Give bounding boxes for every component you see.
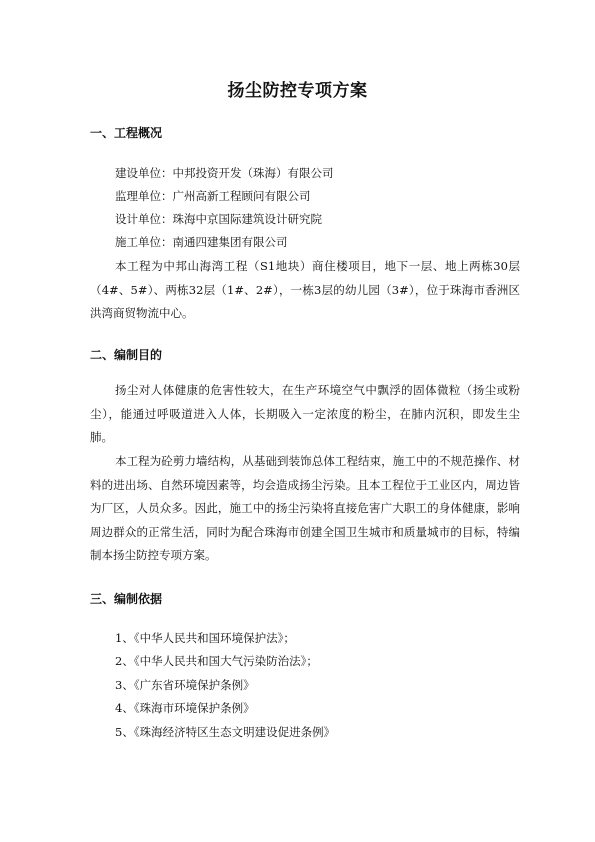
- basis-item-5: 5、《珠海经济特区生态文明建设促进条例》: [115, 725, 336, 739]
- basis-item-2: 2、《中华人民共和国大气污染防治法》；: [115, 654, 318, 668]
- section-heading-purpose: 二、编制目的: [90, 348, 163, 362]
- section-heading-basis: 三、编制依据: [90, 592, 163, 606]
- purpose-paragraph-2: 本工程为砼剪力墙结构，从基础到装饰总体工程结束，施工中的不规范操作、材料的进出场、自然环境因素等，均会造成扬尘污染。且本工程位于工业区内，周边皆为厂区，人员众多。因此，施工中的扬尘污染将直接危害广大职工的身体健康，影响周边群众的正常生活，同时为配合珠海市创建全国卫生城市和质量城市的目标，特编制本扬尘防控专项方案。: [90, 454, 520, 562]
- purpose-paragraph-1: 扬尘对人体健康的危害性较大，在生产环境空气中飘浮的固体微粒（扬尘或粉尘），能通过呼吸道进入人体，长期吸入一定浓度的粉尘，在肺内沉积，即发生尘肺。: [90, 383, 520, 444]
- info-line-design-unit: 设计单位：珠海中京国际建筑设计研究院: [115, 212, 322, 226]
- info-line-construction-unit: 建设单位：中邦投资开发（珠海）有限公司: [115, 166, 334, 180]
- info-line-supervision-unit: 监理单位：广州高新工程顾问有限公司: [115, 189, 311, 203]
- info-line-contractor: 施工单位：南通四建集团有限公司: [115, 235, 288, 249]
- section-heading-overview: 一、工程概况: [90, 126, 163, 140]
- basis-item-1: 1、《中华人民共和国环境保护法》；: [115, 631, 295, 645]
- basis-item-4: 4、《珠海市环境保护条例》: [115, 701, 255, 715]
- basis-item-3: 3、《广东省环境保护条例》: [115, 678, 255, 692]
- document-title: 扬尘防控专项方案: [227, 81, 368, 101]
- overview-paragraph: 本工程为中邦山海湾工程（S1地块）商住楼项目，地下一层、地上两栋30层（4#、5#）、两栋32层（1#、2#），一栋3层的幼儿园（3#），位于珠海市香洲区洪湾商贸物流中心。: [90, 259, 520, 320]
